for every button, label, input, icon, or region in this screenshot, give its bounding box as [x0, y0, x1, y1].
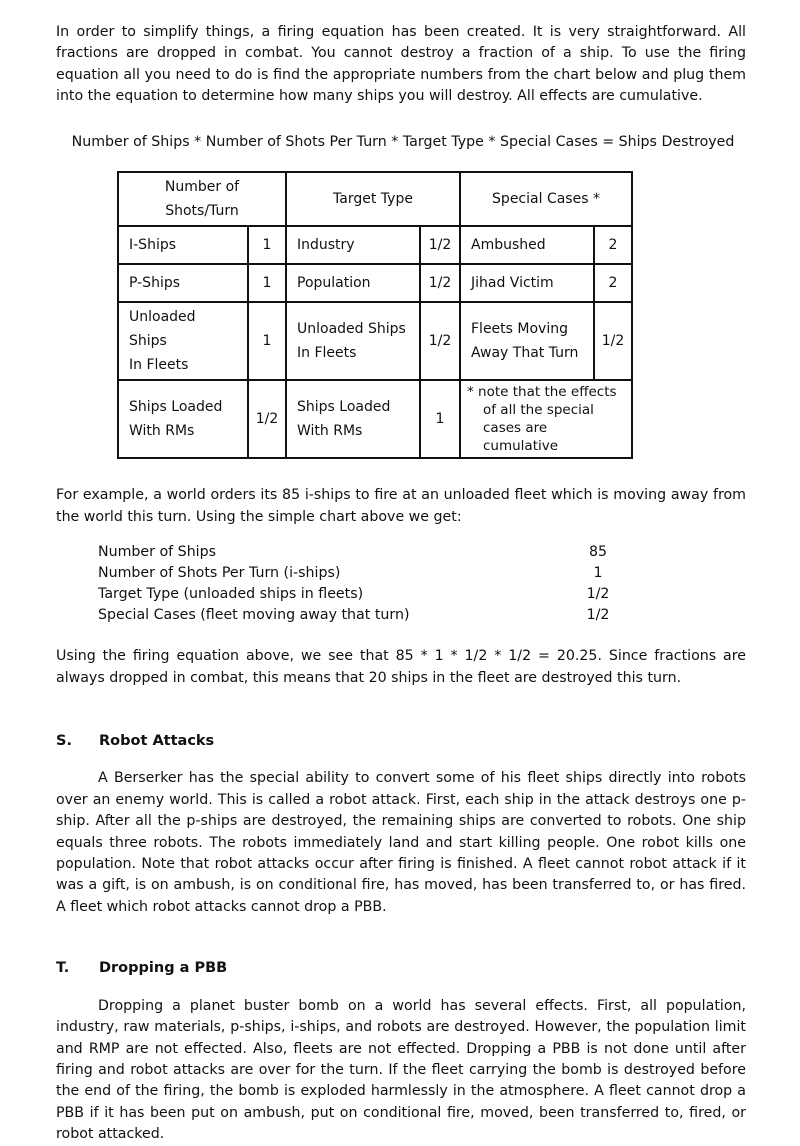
robot-attacks-paragraph: A Berserker has the special ability to convert some of his fleet ships directly into robots over an enemy world. This is called a robot attack. First, each ship in the attack destroys one p-ship. After all the p-ships are destroyed, the remaining ships are converted to robots. One ship equals three robots. The robots immediately land and start killing people. One robot kills one population. Note that robot attacks occur after firing is finished. A fleet cannot robot attack if it was a gift, is on ambush, is on conditional fire, has moved, has been transferred to, or has fired. A fleet which robot attacks cannot drop a PBB. [56, 770, 746, 915]
special-label-line: Fleets Moving [471, 321, 568, 338]
calc-row [98, 563, 618, 584]
section-title: Robot Attacks [99, 733, 215, 750]
chart-row [118, 302, 632, 380]
note-line: cases are cumulative [483, 420, 559, 455]
shots-label [118, 380, 248, 458]
chart-row [118, 380, 632, 458]
note-line: * note that the effects [467, 384, 617, 401]
calc-label: Number of Ships [98, 544, 217, 561]
shots-label [118, 302, 248, 380]
calc-value: 1 [593, 565, 603, 582]
example-paragraph: For example, a world orders its 85 i-ships to fire at an unloaded fleet which is moving away from the world this turn. Using the simple chart above we get: [56, 487, 746, 525]
header-shots: Number of Shots/Turn [118, 172, 286, 226]
calc-row [98, 605, 618, 626]
intro-paragraph: In order to simplify things, a firing equation has been created. It is very straightforward. All fractions are dropped in combat. You cannot destroy a fraction of a ship. To use the firing equation all you need to do is find the appropriate numbers from the chart below and plug them into the equation to determine how many ships you will destroy. All effects are cumulative. [56, 24, 746, 105]
shots-value: 1 [248, 302, 286, 380]
special-label: Jihad Victim [460, 264, 594, 302]
header-special: Special Cases * [460, 172, 632, 226]
special-value: 1/2 [594, 302, 632, 380]
target-label [286, 380, 420, 458]
target-label-line: Unloaded Ships [297, 321, 406, 338]
chart-row [118, 226, 632, 264]
chart-row [118, 264, 632, 302]
section-letter: T. [56, 960, 70, 977]
shots-value: 1 [248, 226, 286, 264]
special-cases-note [460, 380, 632, 458]
firing-equation: Number of Ships * Number of Shots Per Turn * Target Type * Special Cases = Ships Destroyed [71, 134, 735, 150]
calc-label: Number of Shots Per Turn (i-ships) [98, 565, 341, 582]
result-paragraph: Using the firing equation above, we see that 85 * 1 * 1/2 * 1/2 = 20.25. Since fractions are always dropped in combat, this means that 20 ships in the fleet are destroyed this turn. [56, 648, 746, 686]
target-label: Industry [286, 226, 420, 264]
firing-chart [117, 171, 633, 459]
shots-value: 1 [248, 264, 286, 302]
target-label-line: With RMs [297, 423, 363, 440]
target-value: 1/2 [420, 302, 460, 380]
shots-label: P-Ships [118, 264, 248, 302]
target-label: Population [286, 264, 420, 302]
calc-row [98, 542, 618, 563]
target-value: 1/2 [420, 226, 460, 264]
calc-label: Special Cases (fleet moving away that turn) [98, 607, 410, 624]
target-value: 1 [420, 380, 460, 458]
special-label-line: Away That Turn [471, 345, 579, 362]
shots-label-line: Unloaded Ships [129, 309, 196, 350]
shots-value: 1/2 [248, 380, 286, 458]
special-value: 2 [594, 226, 632, 264]
header-target: Target Type [286, 172, 460, 226]
calc-value: 85 [588, 544, 608, 561]
section-heading-dropping-pbb [56, 958, 746, 979]
target-value: 1/2 [420, 264, 460, 302]
section-heading-robot-attacks [56, 731, 746, 752]
calc-value: 1/2 [586, 607, 610, 624]
special-label [460, 302, 594, 380]
calc-label: Target Type (unloaded ships in fleets) [98, 586, 364, 603]
shots-label-line: With RMs [129, 423, 195, 440]
target-label-line: In Fleets [297, 345, 357, 362]
shots-label-line: In Fleets [129, 357, 189, 374]
calc-value: 1/2 [586, 586, 610, 603]
calc-row [98, 584, 618, 605]
section-letter: S. [56, 733, 72, 750]
example-calculation [98, 542, 618, 626]
target-label-line: Ships Loaded [297, 399, 391, 416]
special-label: Ambushed [460, 226, 594, 264]
section-title: Dropping a PBB [99, 960, 228, 977]
shots-label-line: Ships Loaded [129, 399, 223, 416]
target-label [286, 302, 420, 380]
document-page [56, 22, 746, 1146]
shots-label: I-Ships [118, 226, 248, 264]
dropping-pbb-paragraph: Dropping a planet buster bomb on a world has several effects. First, all population, industry, raw materials, p-ships, i-ships, and robots are destroyed. However, the population limit and RMP are not effected. Also, fleets are not effected. Dropping a PBB is not done until after firing and robot attacks are over for the turn. If the fleet carrying the bomb is destroyed before the end of the firing, the bomb is exploded harmlessly in the atmosphere. A fleet cannot drop a PBB if it has been put on ambush, put on conditional fire, moved, been transferred to, fired, or robot attacked. [56, 997, 746, 1143]
note-line: of all the special [483, 402, 594, 419]
special-value: 2 [594, 264, 632, 302]
chart-header-row [118, 172, 632, 226]
